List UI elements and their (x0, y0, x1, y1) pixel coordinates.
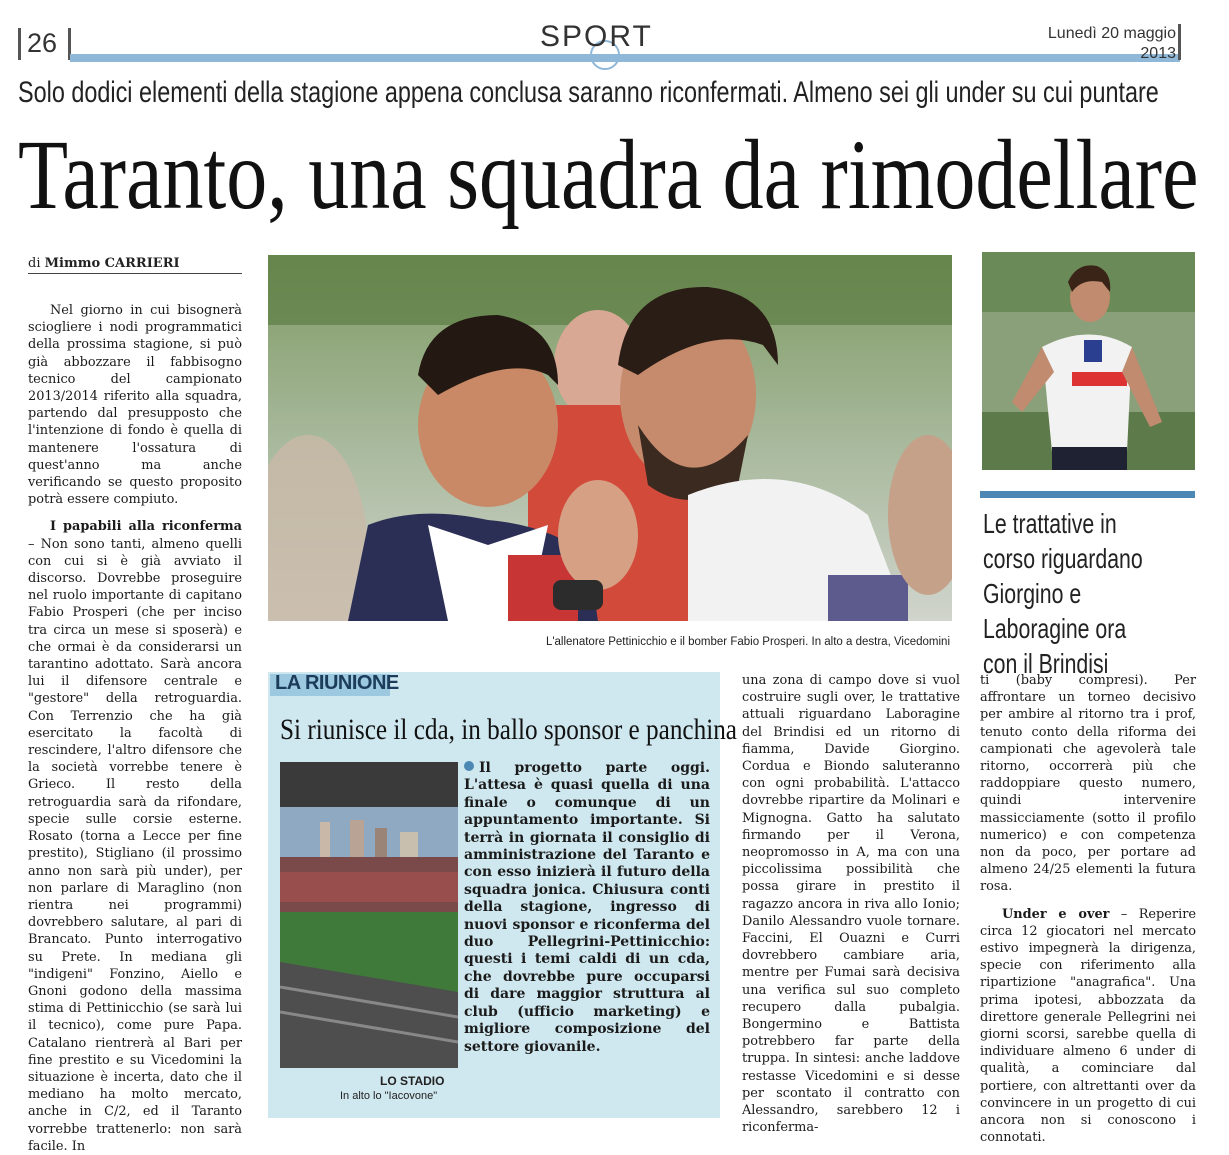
byline (28, 256, 180, 271)
main-photo-caption: L'allenatore Pettinicchio e il bomber Fabio Prosperi. In alto a destra, Vicedomini (545, 636, 950, 648)
section-name: SPORT (540, 20, 653, 53)
article-col3-body: una zona di campo dove si vuol costruire sugli over, le trattative attuali riguardano Laboragine del Brindisi ed un ritorno di fiamma, Davide Giorgino. Cordua e Biondo saluteranno con ogni probabilità. L'attacco dovrebbe ripartire da Molinari e Mignogna. Gatto ha salutato firmando per il Verona, neopromosso in A, ma con una piccolissima possibilità che possa girare in prestito il ragazzo ancora in riva allo Ionio; Danilo Alessandro vuole tornare. Faccini, El Ouazni e Curri dovrebbero cambiare aria, mentre per Fumai sarà decisiva una verifica sul suo completo recupero dalla pubalgia. Bongermino e Battista potrebbero far parte della truppa. In sintesi: anche laddove restasse Vicedomini e si desse per scontato il contratto con Alessandro, sarebbero 12 i riconferma- (742, 673, 960, 1136)
main-photo (268, 255, 952, 621)
article-col4-body2: – Reperire circa 12 giocatori nel mercato estivo impegnerà la dirigenza, specie con riferimento alla ripartizione "anagrafica". Una prima ipotesi, abbozzata da direttore generale Pellegrini nei giorni scorsi, sarebbe quella di individuare almeno 6 under di qualità, a cominciare dal portiere, con altrettanti over da convincere in un progetto di cui ancora non si conoscono i connotati. (980, 906, 1196, 1146)
photo-coach-and-captain (268, 255, 952, 621)
page-number-left-rule (18, 28, 21, 60)
stadium-photo (280, 762, 458, 1068)
subhead-under-over: Under e over (1002, 906, 1110, 922)
article-intro: Nel giorno in cui bisognerà sciogliere i nodi programmatici della prossima stagione, si può già abbozzare il fabbisogno tecnico del campionato 2013/2014 riferito alla squadra, partendo dal presupposto che l'intenzione di fondo è quella di mantenere l'ossatura di quest'anno ma anche verificando se questo proposito potrà essere compiuto. (28, 303, 242, 508)
stadium-caption-title: LO STADIO (380, 1074, 445, 1088)
issue-date (1030, 24, 1176, 64)
issue-date-year: 2013 (1140, 45, 1176, 62)
photo-stadium (280, 762, 458, 1068)
kicker: Solo dodici elementi della stagione appena conclusa saranno riconfermati. Almeno sei gli under su cui puntare (18, 76, 1159, 109)
article-column-1 (28, 302, 242, 1155)
sidebar-accent-bar (980, 491, 1195, 498)
page-number: 26 (27, 28, 58, 58)
box-title: Si riunisce il cda, in ballo sponsor e panchina (280, 713, 737, 746)
byline-author: Mimmo CARRIERI (44, 256, 180, 271)
subhead-papabili: I papabili alla riconferma (50, 519, 242, 535)
issue-date-day: Lunedì 20 maggio (1047, 25, 1176, 42)
byline-rule (28, 273, 242, 274)
article-column-3 (742, 672, 960, 1136)
article-paragraph-1 (28, 518, 242, 1155)
box-tag: LA RIUNIONE (275, 672, 399, 694)
box-body-text: Il progetto parte oggi. L'attesa è quasi quella di una finale o comunque di un appuntamento importante. Si terrà in giornata il consiglio di amministrazione del Taranto e con esso inizierà il futuro della squadra jonica. Chiusura conti della stagione, ingresso di nuovi sponsor e riconferma del duo Pellegrini-Pettinicchio: questi i temi caldi di un cda, che dovrebbe pure occuparsi di dare maggior struttura al club (ufficio marketing) e migliore composizione del settore giovanile. (464, 760, 710, 1055)
photo-vicedomini (982, 252, 1195, 470)
date-right-rule (1178, 24, 1181, 60)
article-column-4 (980, 672, 1196, 1146)
article-paragraph-under-over (980, 906, 1196, 1147)
bullet-icon (464, 761, 474, 771)
article-col1-body: – Non sono tanti, almeno quelli con cui si è già avviato il discorso. Dovrebbe proseguire nel ruolo importante di capitano Fabio Prosperi (che per inciso tra circa un mese si sposerà) e che ormai è da considerarsi un tarantino adottato. Sarà ancora lui il difensore centrale e "gestore" della retroguardia. Con Terrenzio che ha già esercitato la facoltà di rescindere, l'altro difensore che la società vorrebbe tenere è Grieco. Il resto della retroguardia sarà da rifondare, specie sulle corsie esterne. Rosato (torna a Lecce per fine prestito), Stigliano (il prossimo anno non sarà più under), per non parlare di Maraglino (non rientra nei programmi) dovrebbero salutare, al pari di Brancato. Punto interrogativo su Prete. In mediana gli "indigeni" Fonzino, Aiello e Gnoni godono della massima stima di Pettinicchio (se sarà lui il tecnico), come pure Papa. Catalano rientrerà al Bari per fine prestito e su Vicedomini la situazione è incerta, dato che il mediano ha molto mercato, anche in C/2, ed il Taranto vorrebbe trattenerlo: non sarà facile. In (28, 536, 242, 1154)
article-col4-body: ti (baby compresi). Per affrontare un torneo decisivo per ambire al ritorno tra i prof, tenuto conto della riforma dei campionati che agevolerà tale ritorno, occorrerà più che raddoppiare questo numero, quindi intervenire massicciamente (sotto il profilo numerico) e con competenza non da poco, per portare ad almeno 24/25 elementi la futura rosa. (980, 673, 1196, 895)
headline: Taranto, una squadra da rimodellare (18, 119, 1199, 230)
stadium-caption-text: In alto lo "Iacovone" (340, 1090, 438, 1102)
box-body (464, 760, 710, 1056)
header-rule (70, 54, 1180, 62)
sidebar-quote: Le trattative in corso riguardano Giorgino e Laboragine ora con il Brindisi (983, 508, 1143, 679)
side-photo (982, 252, 1195, 470)
byline-prefix: di (28, 256, 41, 271)
